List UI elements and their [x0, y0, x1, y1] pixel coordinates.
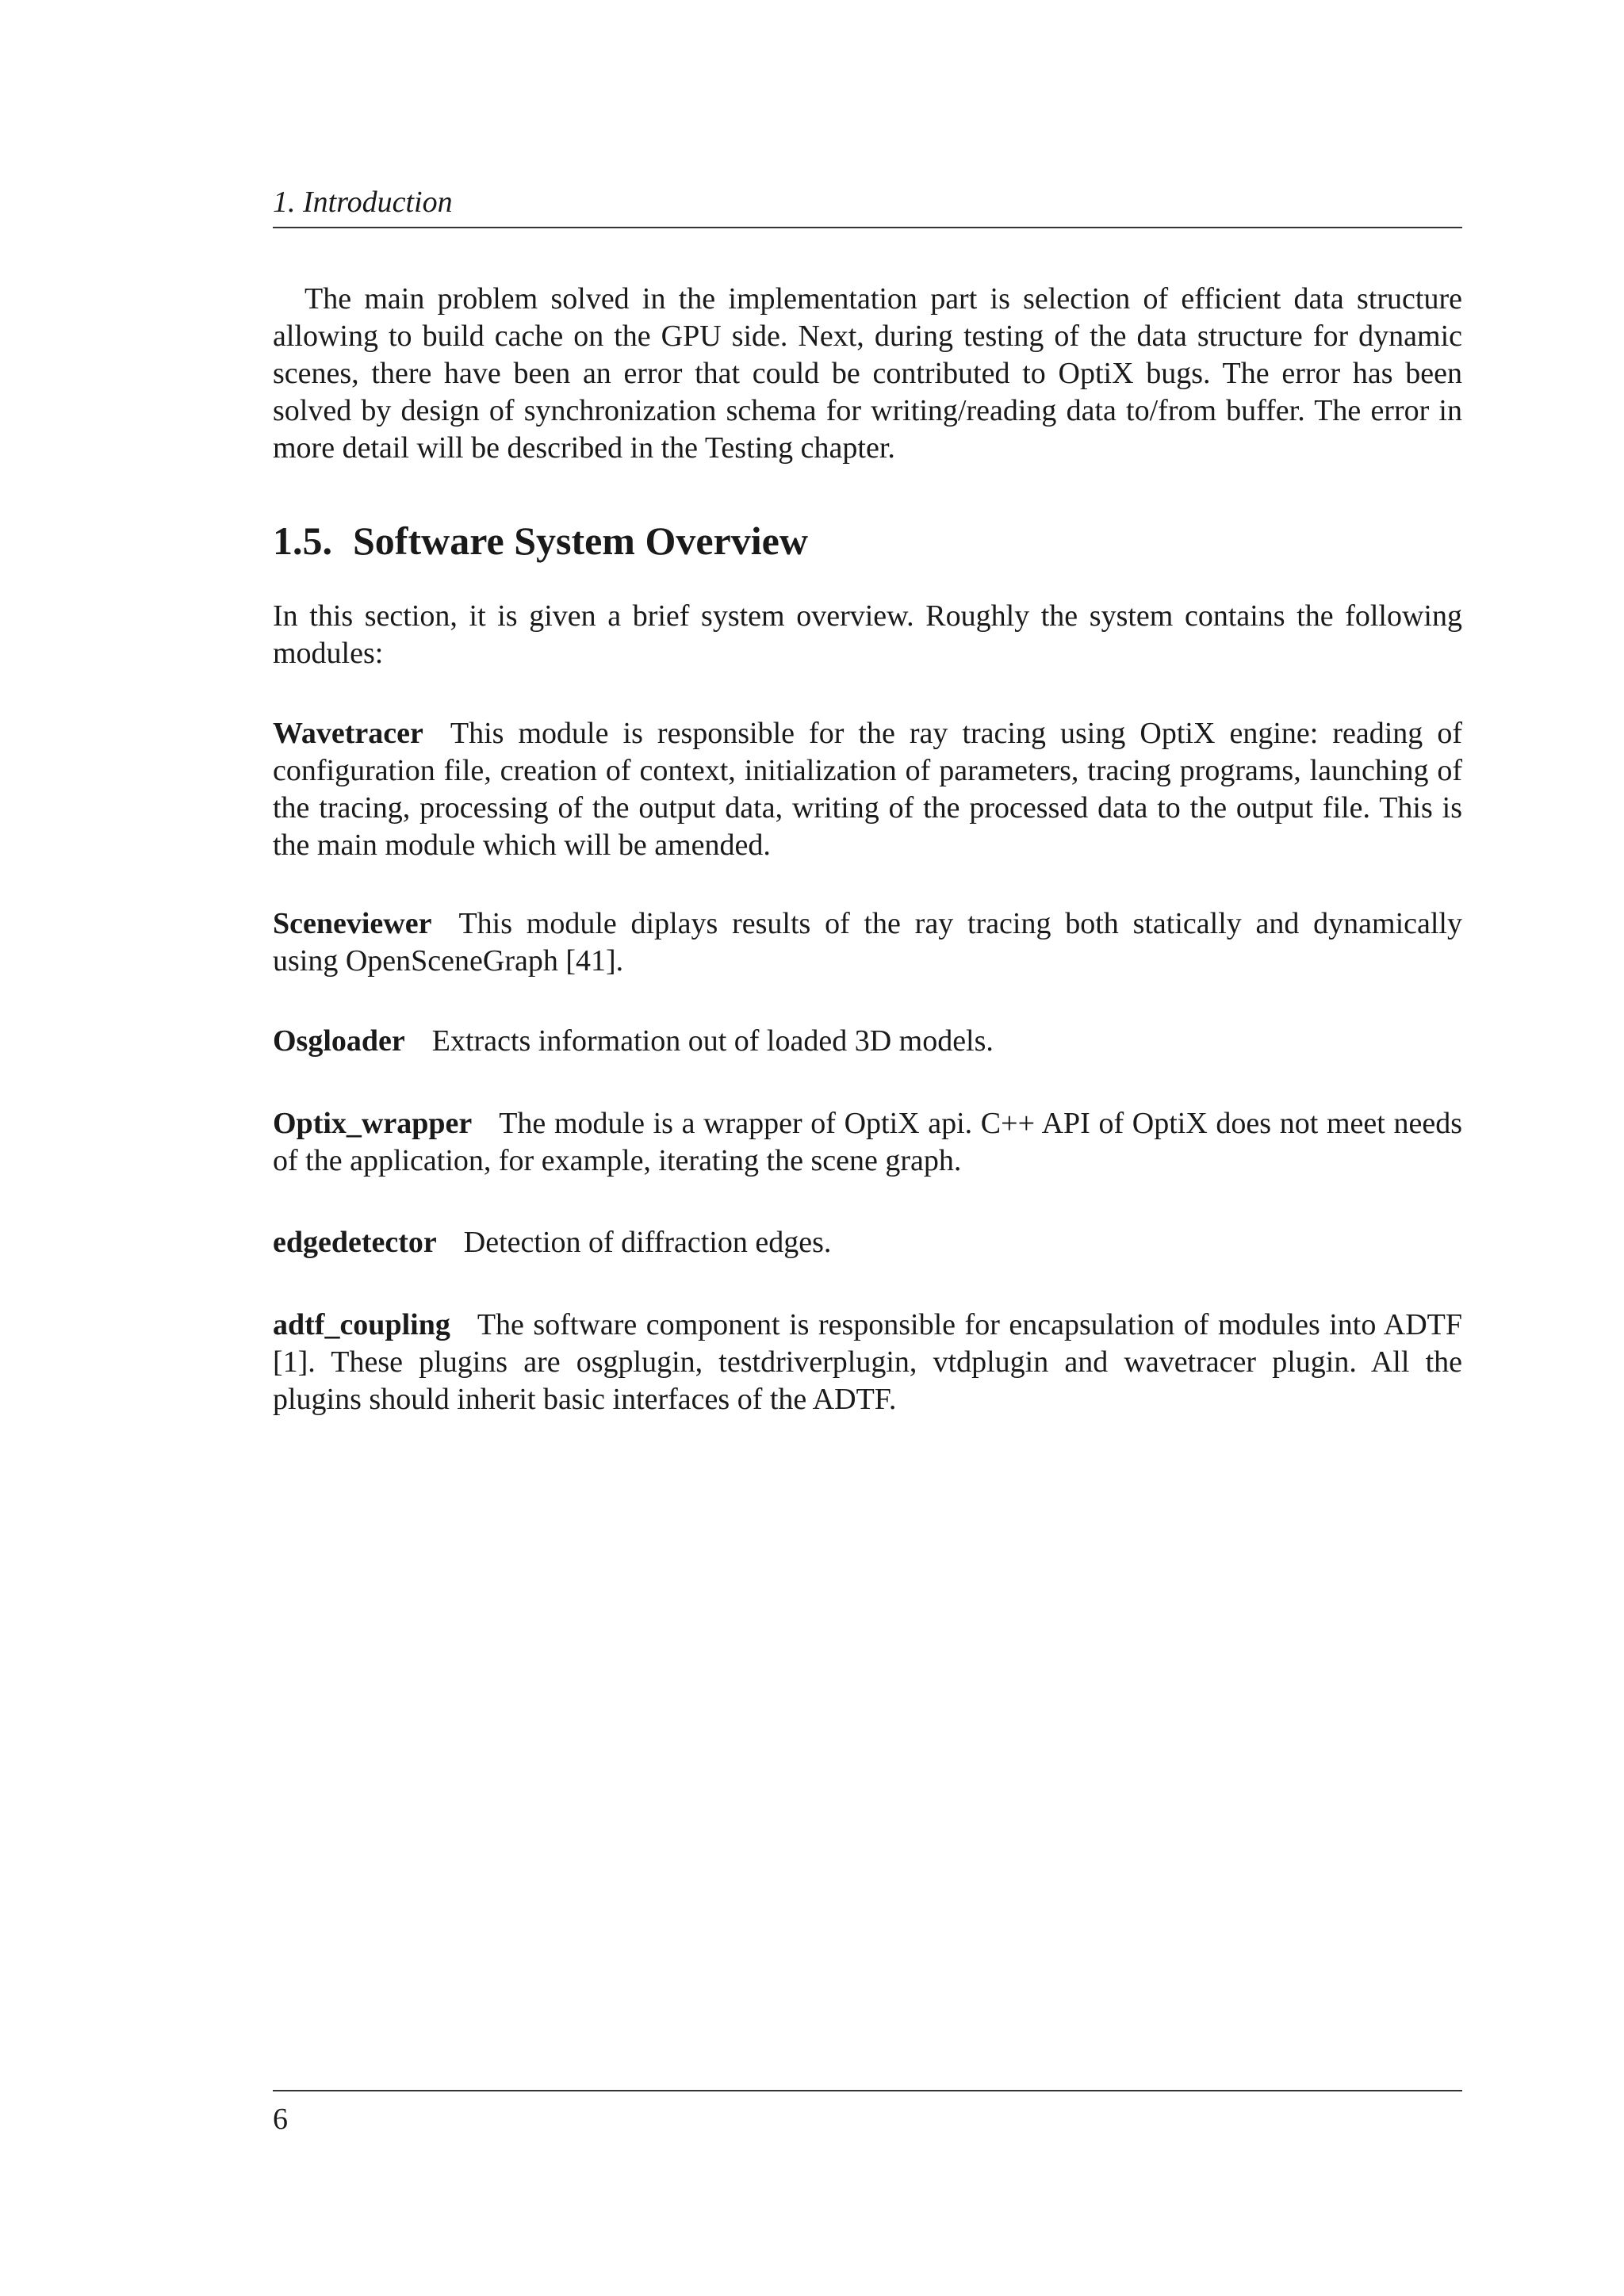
- module-item: [273, 1307, 1462, 1418]
- module-description: This module diplays results of the ray tracing both statically and dynamically using OpenSceneGraph [41].: [273, 907, 1462, 978]
- module-item: [273, 905, 1462, 980]
- running-footer: [273, 2090, 1462, 2137]
- section-title: Software System Overview: [353, 519, 808, 563]
- module-description: This module is responsible for the ray tracing using OptiX engine: reading of configuration file, creation of context, initialization of parameters, tracing programs, launching of the tracing, processing of the output data, writing of the processed data to the output file. This is the main module which will be amended.: [273, 717, 1462, 862]
- module-item: [273, 1023, 1462, 1060]
- section-number: 1.5.: [273, 519, 332, 563]
- module-term: Osgloader: [273, 1024, 405, 1058]
- module-description: Extracts information out of loaded 3D models.: [431, 1024, 994, 1058]
- module-term: Wavetracer: [273, 717, 423, 750]
- module-description: The software component is responsible for encapsulation of modules into ADTF [1]. These plugins are osgplugin, testdriverplugin, vtdplugin and wavetracer plugin. All the plugins should inherit basic interfaces of the ADTF.: [273, 1308, 1462, 1416]
- module-item: [273, 715, 1462, 864]
- running-header: [273, 184, 1462, 228]
- module-term: Optix_wrapper: [273, 1107, 473, 1140]
- module-item: [273, 1105, 1462, 1180]
- module-term: adtf_coupling: [273, 1308, 450, 1341]
- section-heading: [273, 517, 808, 564]
- chapter-title: 1. Introduction: [273, 186, 453, 219]
- intro-paragraph: The main problem solved in the implementation part is selection of efficient data structure allowing to build cache on the GPU side. Next, during testing of the data structure for dynamic scenes, there have been an error that could be contributed to OptiX bugs. The error has been solved by design of synchronization schema for writing/reading data to/from buffer. The error in more detail will be described in the Testing chapter.: [273, 282, 1462, 465]
- module-description: Detection of diffraction edges.: [463, 1226, 832, 1259]
- module-item: [273, 1224, 1462, 1261]
- page-number: 6: [273, 2103, 288, 2136]
- module-description: The module is a wrapper of OptiX api. C++ API of OptiX does not meet needs of the application, for example, iterating the scene graph.: [273, 1107, 1462, 1177]
- module-term: edgedetector: [273, 1226, 437, 1259]
- section-intro-paragraph: In this section, it is given a brief system overview. Roughly the system contains the following modules:: [273, 599, 1462, 670]
- module-term: Sceneviewer: [273, 907, 432, 940]
